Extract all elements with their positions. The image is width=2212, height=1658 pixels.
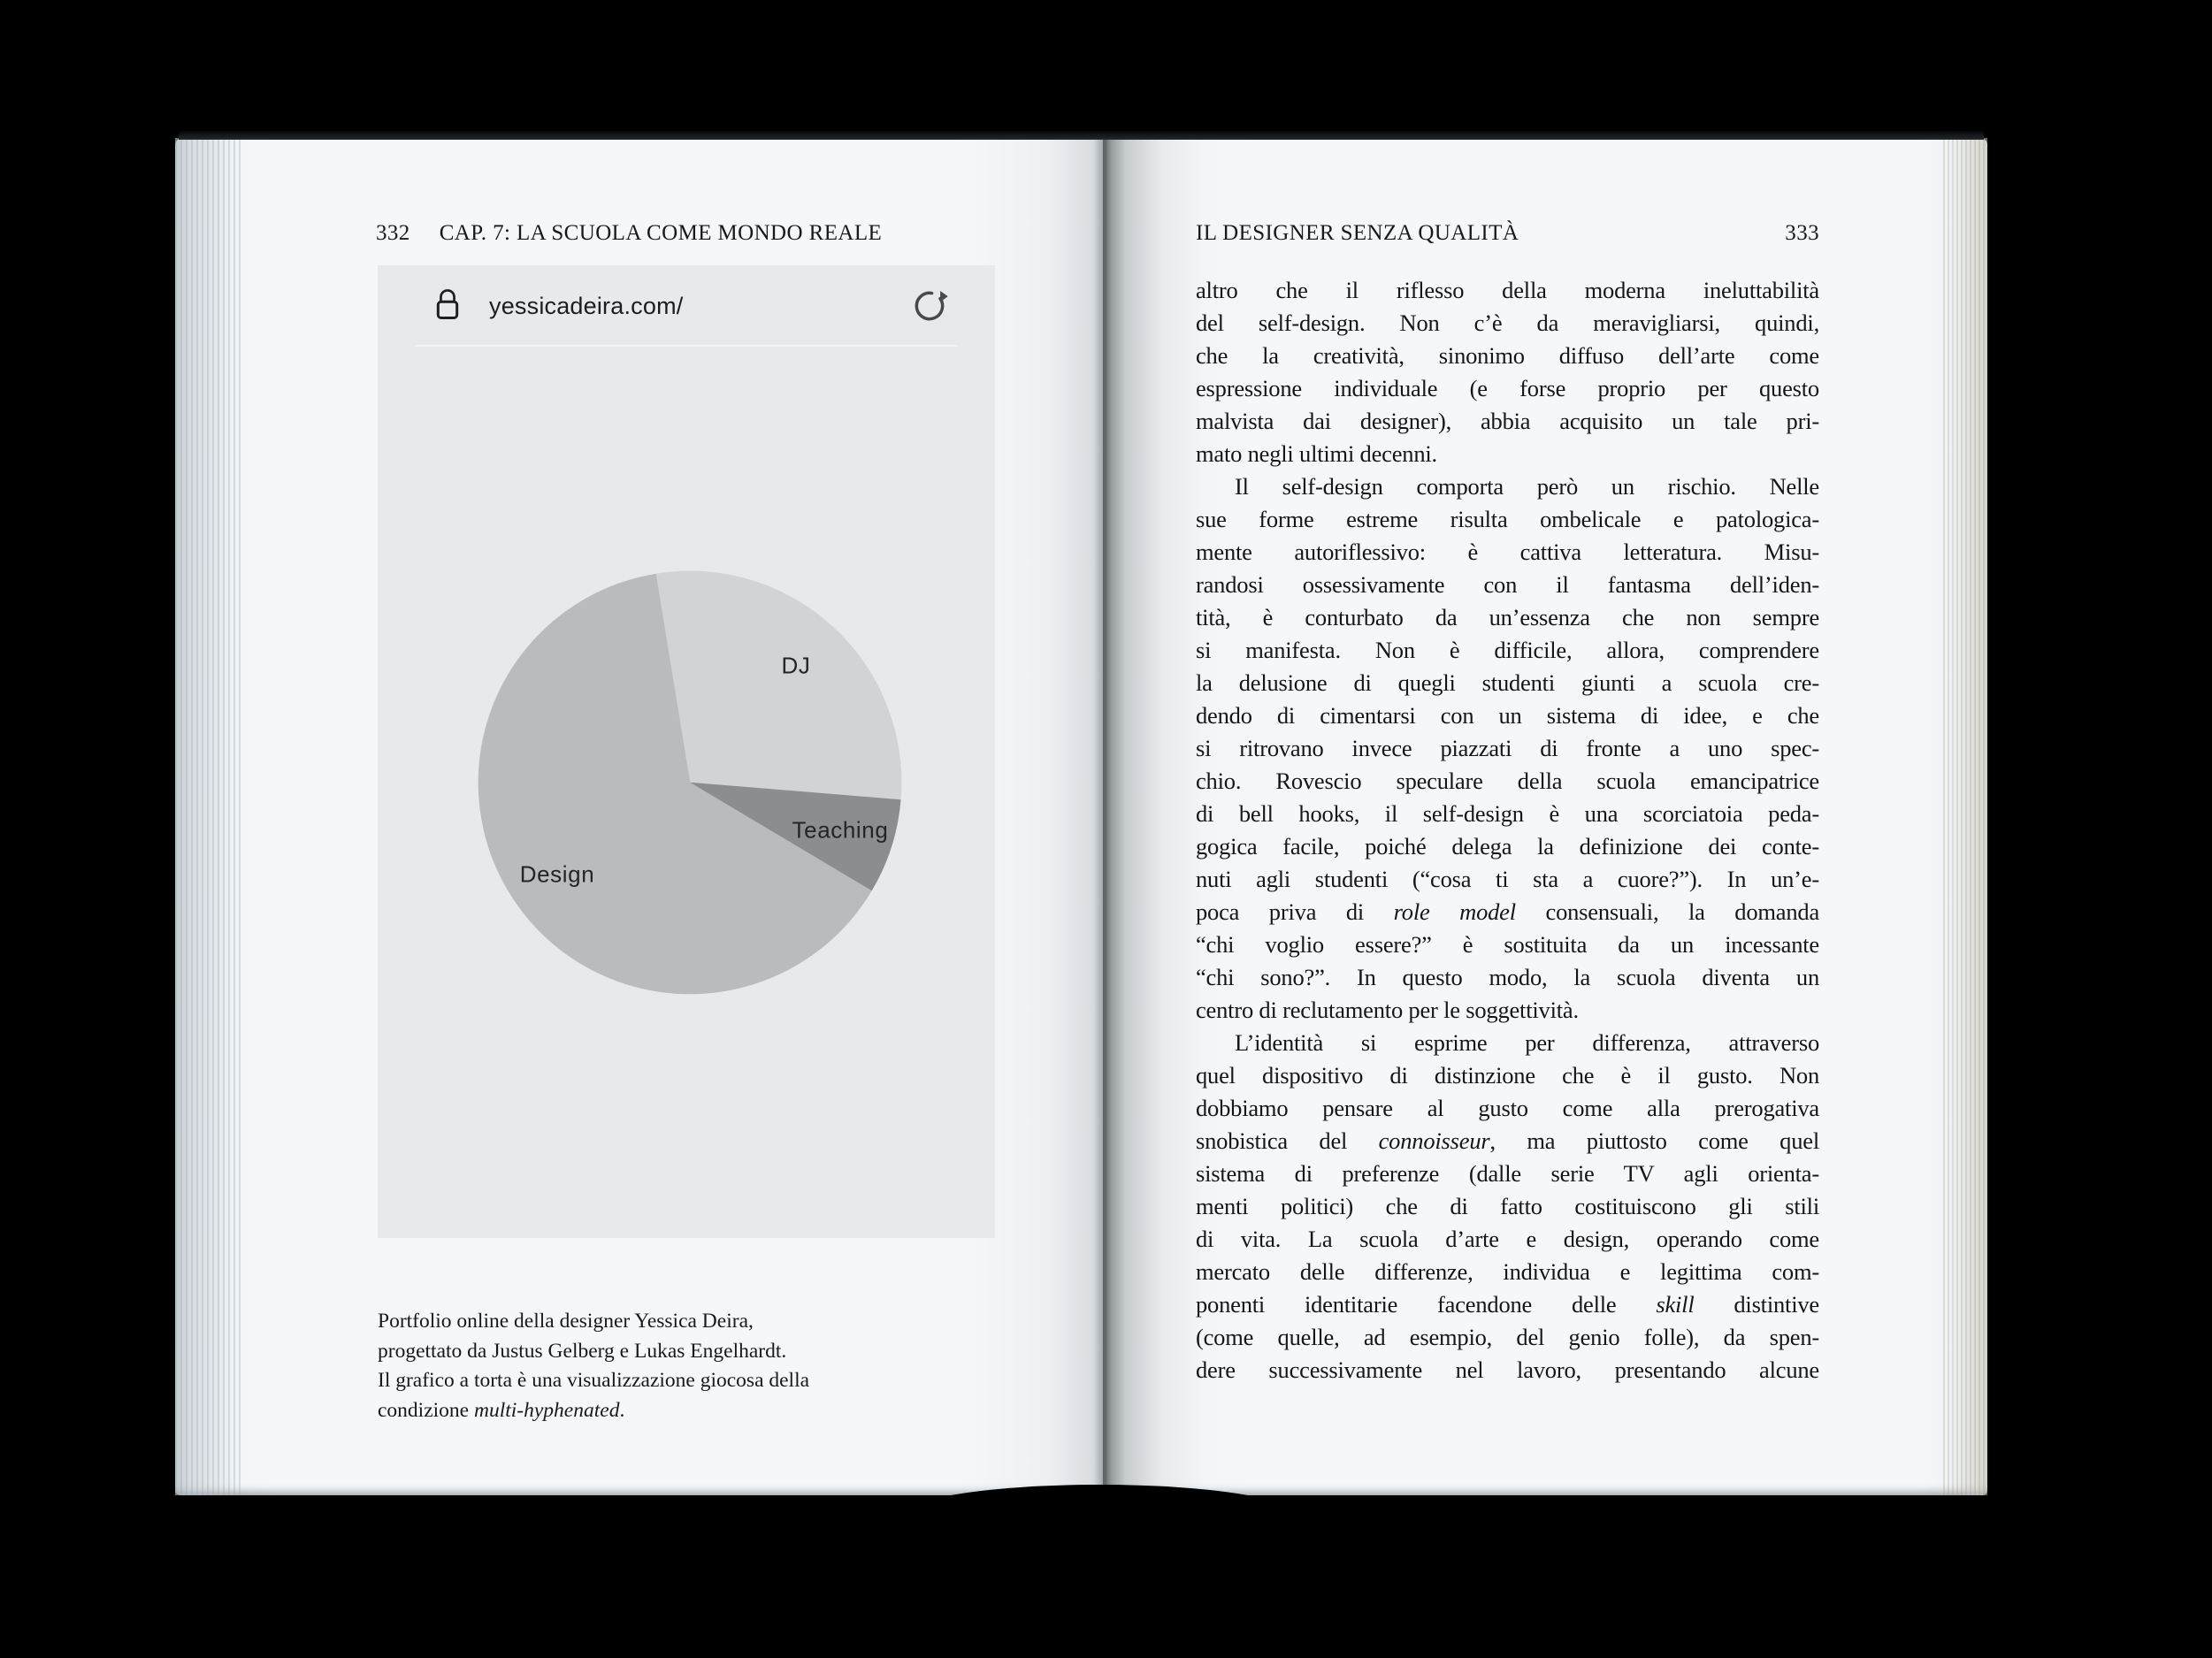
text-line: mato negli ultimi decenni.	[1196, 440, 1437, 467]
text-line: snobistica del connoisseur, ma piuttosto come quel	[1196, 1127, 1819, 1154]
text-line: tità, è conturbato da un’essenza che non sempre	[1196, 604, 1819, 630]
text-line: randosi ossessivamente con il fantasma dell’iden-	[1196, 571, 1819, 598]
text-line: L’identità si esprime per differenza, attraverso	[1235, 1029, 1819, 1056]
right-header-title: IL DESIGNER SENZA QUALITÀ	[1196, 221, 1519, 245]
text-line: Il grafico a torta è una visualizzazione giocosa della	[378, 1369, 810, 1392]
text-line: nuti agli studenti (“cosa ti sta a cuore?”). In un’e-	[1196, 866, 1819, 892]
text-line: Il self-design comporta però un rischio. Nelle	[1235, 473, 1819, 500]
text-line: condizione multi-hyphenated.	[378, 1398, 625, 1422]
pie-chart-labels	[378, 265, 995, 1238]
spine-gutter	[1103, 138, 1106, 1495]
text-line: centro di reclutamento per le soggettività.	[1196, 997, 1579, 1023]
text-line: dobbiamo pensare al gusto come alla prerogativa	[1196, 1095, 1819, 1121]
figure-caption	[378, 1307, 979, 1425]
pie-slice-label: DJ	[781, 652, 811, 679]
text-line: che la creatività, sinonimo diffuso dell’arte come	[1196, 342, 1819, 369]
text-line: del self-design. Non c’è da meravigliarsi, quindi,	[1196, 309, 1819, 336]
text-line: menti politici) che di fatto costituiscono gli stili	[1196, 1193, 1819, 1219]
text-line: (come quelle, ad esempio, del genio folle), da spen-	[1196, 1324, 1819, 1350]
right-running-header	[1196, 221, 1819, 246]
text-line: la delusione di quegli studenti giunti a scuola cre-	[1196, 669, 1819, 696]
text-line: “chi sono?”. In questo modo, la scuola diventa un	[1196, 964, 1819, 990]
text-line: “chi voglio essere?” è sostituita da un incessante	[1196, 931, 1819, 958]
url-field[interactable]: yessicadeira.com/	[489, 292, 684, 319]
body-text	[1196, 274, 1819, 1387]
text-line: sistema di preferenze (dalle serie TV agli orienta-	[1196, 1160, 1819, 1187]
text-line: dere successivamente nel lavoro, presentando alcune	[1196, 1356, 1819, 1383]
text-line: mercato delle differenze, individua e legittima com-	[1196, 1258, 1819, 1285]
text-line: gogica facile, poiché delega la definizione dei conte-	[1196, 833, 1819, 860]
text-line: si manifesta. Non è difficile, allora, comprendere	[1196, 637, 1819, 663]
text-line: quel dispositivo di distinzione che è il gusto. Non	[1196, 1062, 1819, 1089]
left-page	[175, 138, 1106, 1495]
text-line: mente autoriflessivo: è cattiva letteratura. Misu-	[1196, 539, 1819, 565]
text-line: ponenti identitarie facendone delle skill distintive	[1196, 1291, 1819, 1318]
text-line: Portfolio online della designer Yessica Deira,	[378, 1310, 754, 1333]
right-page	[1106, 138, 1987, 1495]
text-line: progettato da Justus Gelberg e Lukas Engelhardt.	[378, 1339, 787, 1363]
left-running-header	[376, 221, 882, 246]
text-line: espressione individuale (e forse proprio per questo	[1196, 375, 1819, 401]
text-line: malvista dai designer), abbia acquisito un tale pri-	[1196, 408, 1819, 434]
open-book	[175, 131, 1987, 1499]
text-line: poca priva di role model consensuali, la domanda	[1196, 898, 1820, 925]
text-line: chio. Rovescio speculare della scuola emancipatrice	[1196, 768, 1819, 794]
text-line: altro che il riflesso della moderna ineluttabilità	[1196, 277, 1819, 303]
browser-screenshot	[378, 265, 995, 1238]
left-page-number: 332	[376, 221, 410, 245]
text-line: dendo di cimentarsi con un sistema di idee, e che	[1196, 702, 1819, 729]
text-line: di vita. La scuola d’arte e design, operando come	[1196, 1226, 1819, 1252]
text-line: si ritrovano invece piazzati di fronte a uno spec-	[1196, 735, 1819, 761]
right-page-number: 333	[1785, 221, 1819, 245]
left-header-title: CAP. 7: LA SCUOLA COME MONDO REALE	[439, 221, 883, 245]
text-line: sue forme estreme risulta ombelicale e patologica-	[1196, 506, 1819, 532]
pie-slice-label: Teaching	[792, 816, 889, 844]
pie-slice-label: Design	[519, 860, 595, 888]
text-line: di bell hooks, il self-design è una scorciatoia peda-	[1196, 800, 1819, 827]
